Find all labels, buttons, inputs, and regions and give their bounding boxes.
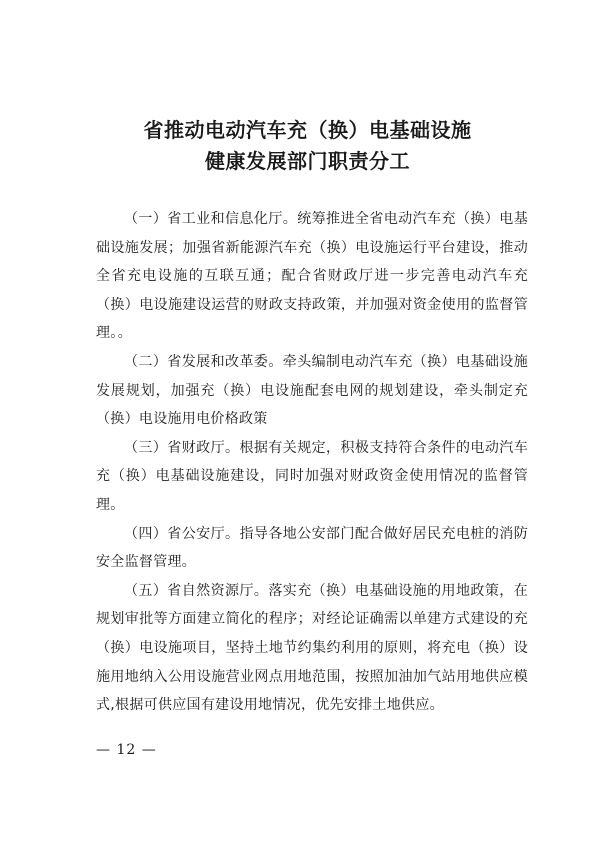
page-number: — 12 — bbox=[96, 742, 157, 758]
paragraph-finance-dept: （三）省财政厅。根据有关规定，积极支持符合条件的电动汽车充（换）电基础设施建设，同时加强对财政资金使用情况的监督管理。 bbox=[96, 439, 528, 513]
paragraph-public-security-dept: （四）省公安厅。指导各地公安部门配合做好居民充电桩的消防安全监督管理。 bbox=[96, 525, 528, 571]
paragraph-development-reform-commission: （二）省发展和改革委。牵头编制电动汽车充（换）电基础设施发展规划，加强充（换）电设施配套电网的规划建设，牵头制定充（换）电设施用电价格政策 bbox=[96, 353, 528, 428]
document-body bbox=[96, 205, 528, 720]
paragraph-industry-it-dept: （一）省工业和信息化厅。统筹推进全省电动汽车充（换）电基础设施发展；加强省新能源汽车充（换）电设施运行平台建设，推动全省充电设施的互联互通；配合省财政厅进一步完善电动汽车充（换）电设施建设运营的财政支持政策，并加强对资金使用的监督管理。。 bbox=[96, 211, 528, 342]
paragraph-natural-resources-dept: （五）省自然资源厅。落实充（换）电基础设施的用地政策，在规划审批等方面建立简化的程序；对经论证确需以单建方式建设的充（换）电设施项目，坚持土地节约集约利用的原则，将充电（换）设施用地纳入公用设施营业网点用地范围，按照加油加气站用地供应模式,根据可供应国有建设用地情况，优先安排土地供应。 bbox=[96, 582, 528, 714]
document-title-line-2: 健康发展部门职责分工 bbox=[205, 149, 410, 173]
document-title-line-1: 省推动电动汽车充（换）电基础设施 bbox=[143, 118, 472, 142]
